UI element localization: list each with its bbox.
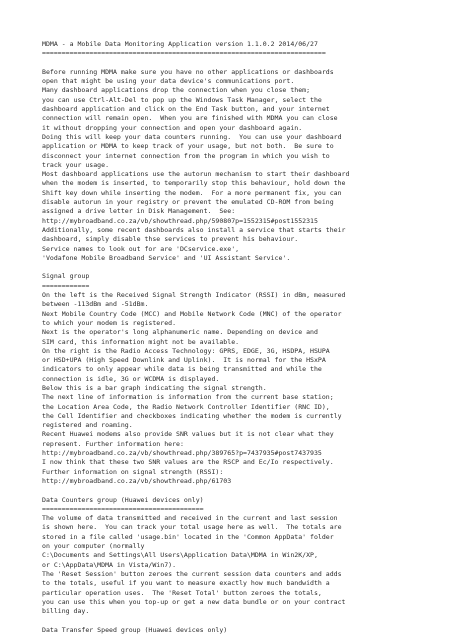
intro-line: Many dashboard applications drop the connection when you close them; bbox=[42, 86, 311, 95]
intro-line: disable autorun in your registry or prevent the emulated CD-ROM from being bbox=[42, 198, 334, 207]
signal-line: the Location Area Code, the Radio Network Controller Identifier (RNC ID), bbox=[42, 402, 330, 411]
intro-line: assigned a drive letter in Disk Management. See: bbox=[42, 207, 236, 216]
counters-line: on your computer (normally bbox=[42, 542, 145, 551]
counters-line: The 'Reset Session' button zeroes the current session data counters and adds bbox=[42, 569, 342, 578]
signal-line: On the right is the Radio Access Technology: GPRS, EDGE, 3G, HSDPA, HSUPA bbox=[42, 346, 330, 355]
intro-line: Before running MDMA make sure you have no other applications or dashboards bbox=[42, 67, 334, 76]
counters-line: The volume of data transmitted and received in the current and last session bbox=[42, 514, 338, 523]
signal-line: On the left is the Received Signal Strength Indicator (RSSI) in dBm, measured bbox=[42, 291, 346, 300]
counters-line: or C:\AppData\MDMA in Vista/Win7). bbox=[42, 560, 177, 569]
counters-line: C:\Documents and Settings\All Users\Application Data\MDMA in Win2K/XP, bbox=[42, 551, 318, 560]
section-underline: ============ bbox=[42, 281, 90, 290]
intro-line: 'Vodafone Mobile Broadband Service' and 'UI Assistant Service'. bbox=[42, 253, 291, 262]
counters-line: billing day. bbox=[42, 607, 90, 616]
blank-line bbox=[42, 616, 442, 625]
intro-line: dashboard, simply disable thse services to prevent his behaviour. bbox=[42, 235, 299, 244]
intro-line: it without dropping your connection and open your dashboard again. bbox=[42, 123, 303, 132]
intro-line: open that might be using your data device's communications port. bbox=[42, 77, 295, 86]
blank-line bbox=[42, 486, 442, 495]
intro-line: application or MDMA to keep track of your usage, but not both. Be sure to bbox=[42, 142, 334, 151]
signal-line: Recent Huawei modems also provide SNR values but it is not clear what they bbox=[42, 430, 334, 439]
intro-line: when the modem is inserted, to temporarily stop this behaviour, hold down the bbox=[42, 179, 346, 188]
signal-line: or HSD+UPA (High Speed Downlink and Uplink). It is normal for the HSxPA bbox=[42, 356, 326, 365]
counters-line: to the totals, useful if you want to measure exactly how much bandwidth a bbox=[42, 579, 330, 588]
counters-line: stored in a file called 'usage.bin' located in the 'Common AppData' folder bbox=[42, 532, 334, 541]
intro-line: Service names to look out for are 'DCservice.exe', bbox=[42, 244, 240, 253]
signal-line: the Cell Identifier and checkboxes indicating whether the modem is currently bbox=[42, 411, 342, 420]
signal-line: represent. Further information here: bbox=[42, 439, 184, 448]
signal-line: http://mybroadband.co.za/vb/showthread.php/61703 bbox=[42, 476, 232, 485]
blank-line bbox=[42, 59, 442, 68]
intro-line: http://mybroadband.co.za/vb/showthread.php/590807p=1552315#post1552315 bbox=[42, 216, 318, 225]
signal-line: I now think that these two SNR values are the RSCP and Ec/Io respectively. bbox=[42, 458, 334, 467]
signal-line: Next Mobile Country Code (MCC) and Mobile Network Code (MNC) of the operator bbox=[42, 309, 342, 318]
signal-line: indicators to only appear while data is being transmitted and while the bbox=[42, 365, 322, 374]
document-title: MDMA - a Mobile Data Monitoring Application version 1.1.0.2 2014/06/27 bbox=[42, 40, 318, 48]
signal-line: SIM card, this information might not be available. bbox=[42, 337, 240, 346]
intro-line: Additionally, some recent dashboards also install a service that starts their bbox=[42, 225, 346, 234]
title-underline: ======================================================================== bbox=[42, 49, 326, 58]
section-underline: ========================================= bbox=[42, 504, 204, 513]
signal-line: registered and roaming. bbox=[42, 421, 133, 430]
intro-line: dashboard application and click on the End Task button, and your internet bbox=[42, 105, 330, 114]
counters-line: is shown here. You can track your total usage here as well. The totals are bbox=[42, 523, 342, 532]
counters-line: particular operation uses. The 'Reset Total' button zeroes the totals, bbox=[42, 588, 322, 597]
intro-line: Shift key down while inserting the modem. For a more permanent fix, you can bbox=[42, 188, 342, 197]
section-heading-signal: Signal group bbox=[42, 272, 90, 281]
counters-line: you can use this when you top-up or get a new data bundle or on your contract bbox=[42, 597, 346, 606]
readme-text bbox=[42, 40, 442, 635]
intro-line: disconnect your internet connection from the program in which you wish to bbox=[42, 151, 330, 160]
intro-line: Doing this will keep your data counters running. You can use your dashboard bbox=[42, 132, 342, 141]
intro-line: connection will remain open. When you are finished with MDMA you can close bbox=[42, 114, 338, 123]
section-heading-transfer-speed: Data Transfer Speed group (Huawei devices only) bbox=[42, 625, 228, 634]
intro-line: Most dashboard applications use the autorun mechanism to start their dashboard bbox=[42, 170, 350, 179]
section-heading-data-counters: Data Counters group (Huawei devices only) bbox=[42, 495, 204, 504]
blank-line bbox=[42, 263, 442, 272]
signal-line: between -113dBm and -51dBm. bbox=[42, 300, 149, 309]
intro-line: you can use Ctrl-Alt-Del to pop up the Windows Task Manager, select the bbox=[42, 95, 322, 104]
signal-line: Below this is a bar graph indicating the signal strength. bbox=[42, 383, 267, 392]
signal-line: Further information on signal strength (RSSI): bbox=[42, 467, 224, 476]
intro-line: track your usage. bbox=[42, 160, 110, 169]
signal-line: The next line of information is information from the current base station; bbox=[42, 393, 334, 402]
signal-line: connection is idle, 3G or WCDMA is displayed. bbox=[42, 374, 220, 383]
signal-line: to which your modem is registered. bbox=[42, 318, 177, 327]
signal-line: http://mybroadband.co.za/vb/showthread.php/389765?p=7437935#post7437935 bbox=[42, 449, 322, 458]
signal-line: Next is the operator's long alphanumeric name. Depending on device and bbox=[42, 328, 318, 337]
